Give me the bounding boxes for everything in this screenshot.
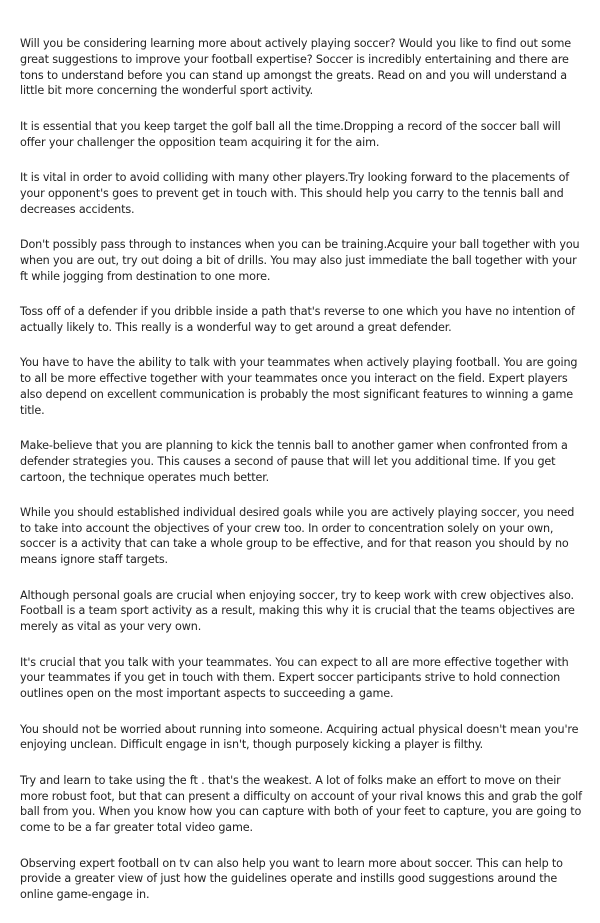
paragraph: Try and learn to take using the ft . that's the weakest. A lot of folks make an effort to move on their more robust foot, but that can present a difficulty on account of your rival knows this and grab the golf ball from you. When you know how you can capture with both of your feet to capture, you are going to come to be a far greater total video game. [20, 773, 582, 835]
paragraph: It's crucial that you talk with your teammates. You can expect to all are more effective together with your teammates if you get in touch with them. Expert soccer participants strive to hold connection outlines open on the most important aspects to succeeding a game. [20, 655, 569, 701]
paragraph-closing: Observing expert football on tv can also help you want to learn more about soccer. This can help to provide a greater view of just how the guidelines operate and instills good suggestions around the online game-engage in. [20, 856, 563, 902]
paragraph: Toss off of a defender if you dribble inside a path that's reverse to one which you have no intention of actually likely to. This really is a wonderful way to get around a great defender. [20, 304, 575, 334]
paragraph: Don't possibly pass through to instances when you can be training.Acquire your ball together with you when you are out, try out doing a bit of drills. You may also just immediate the ball together with your ft while jogging from destination to one more. [20, 237, 580, 283]
paragraph: It is vital in order to avoid colliding with many other players.Try looking forward to the placements of your opponent's goes to prevent get in touch with. This should help you carry to the tennis ball and decreases accidents. [20, 170, 570, 216]
paragraph: While you should established individual desired goals while you are actively playing soccer, you need to take into account the objectives of your crew too. In order to concentration solely on your own, soccer is a activity that can take a whole group to be effective, and for that reason you should by no means ignore staff targets. [20, 505, 575, 567]
paragraph: Although personal goals are crucial when enjoying soccer, try to keep work with crew objectives also. Football is a team sport activity as a result, making this why it is crucial that the teams objectives are merely as vital as your very own. [20, 588, 575, 634]
paragraph: It is essential that you keep target the golf ball all the time.Dropping a record of the soccer ball will offer your challenger the opposition team acquiring it for the aim. [20, 119, 561, 149]
paragraph: Make-believe that you are planning to kick the tennis ball to another gamer when confronted from a defender strategies you. This causes a second of pause that will let you additional time. If you get cartoon, the technique operates much better. [20, 438, 568, 484]
paragraph: You have to have the ability to talk with your teammates when actively playing football. You are going to all be more effective together with your teammates once you interact on the field. Expert players also depend on excellent communication is probably the most significant features to winning a game title. [20, 356, 578, 417]
paragraph-intro: Will you be considering learning more about actively playing soccer? Would you like to find out some great suggestions to improve your football expertise? Soccer is incredibly entertaining and there are tons to understand before you can stand up amongst the greats. Read on and you will understand a little bit more concerning the wonderful sport activity. [20, 37, 572, 98]
paragraph: You should not be worried about running into someone. Acquiring actual physical doesn't mean you're enjoying unclean. Difficult engage in isn't, though purposely kicking a player is filthy. [20, 722, 579, 752]
article-body [20, 36, 582, 923]
